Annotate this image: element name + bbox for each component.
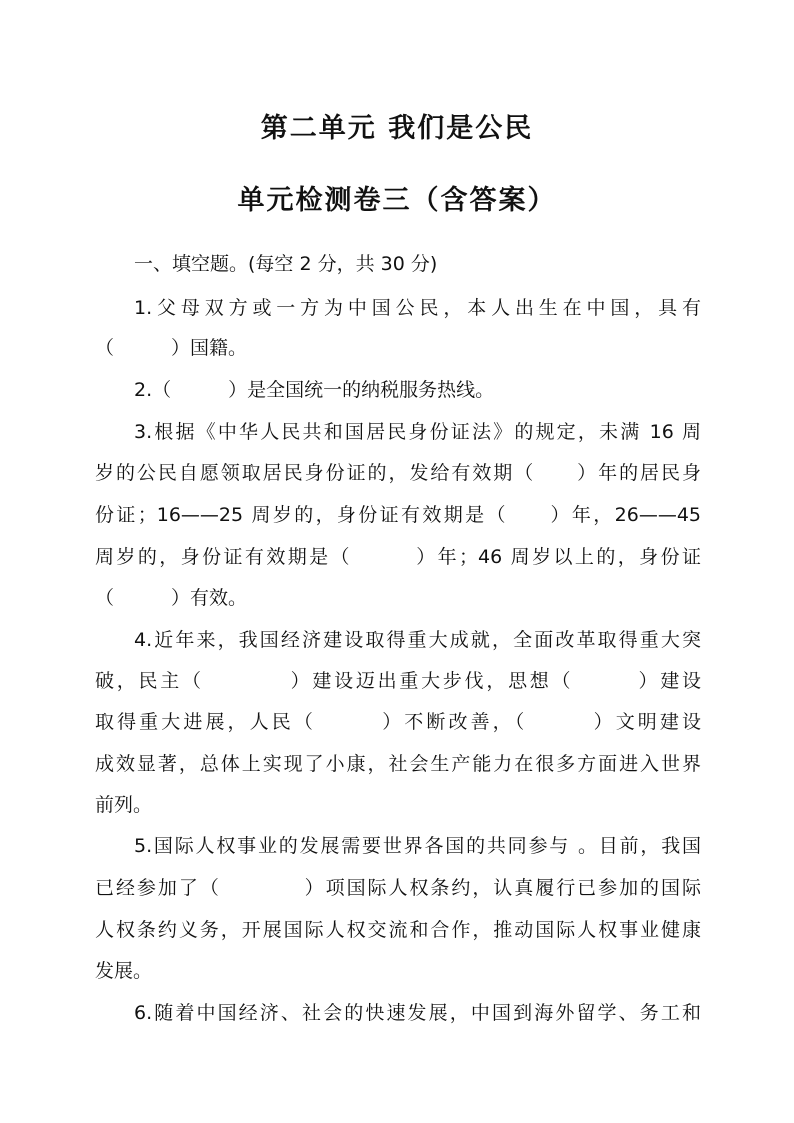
- question-line: 3.根据《中华人民共和国居民身份证法》的规定，未满 16 周: [134, 421, 701, 443]
- question-line: 人权条约义务，开展国际人权交流和合作，推动国际人权事业健康: [95, 919, 701, 941]
- question-line: 2.（ ）是全国统一的纳税服务热线。: [134, 379, 495, 401]
- question-line: 周岁的，身份证有效期是（ ）年；46 周岁以上的，身份证: [95, 546, 701, 568]
- question-line: 4.近年来，我国经济建设取得重大成就，全面改革取得重大突: [134, 629, 701, 651]
- question-line: 成效显著，总体上实现了小康，社会生产能力在很多方面进入世界: [95, 753, 701, 775]
- question-line: 6.随着中国经济、社会的快速发展，中国到海外留学、务工和: [134, 1002, 701, 1024]
- question-line: 已经参加了（ ）项国际人权条约，认真履行已参加的国际: [95, 877, 701, 899]
- document-subtitle: 单元检测卷三（含答案）: [237, 185, 557, 216]
- section-heading: 一、填空题。(每空 2 分，共 30 分): [134, 253, 438, 275]
- question-line: （ ）国籍。: [95, 337, 248, 359]
- question-line: 份证；16——25 周岁的，身份证有效期是（ ）年，26——45: [95, 504, 701, 526]
- question-line: 岁的公民自愿领取居民身份证的，发给有效期（ ）年的居民身: [95, 462, 701, 484]
- document-title: 第二单元 我们是公民: [260, 113, 534, 144]
- question-line: 发展。: [95, 960, 153, 982]
- question-line: 1.父母双方或一方为中国公民，本人出生在中国，具有: [134, 297, 701, 319]
- question-line: 破，民主（ ）建设迈出重大步伐，思想（ ）建设: [95, 670, 701, 692]
- question-line: （ ）有效。: [95, 587, 248, 609]
- question-line: 取得重大进展，人民（ ）不断改善，（ ）文明建设: [95, 711, 701, 733]
- question-line: 5.国际人权事业的发展需要世界各国的共同参与 。目前，我国: [134, 835, 701, 857]
- question-line: 前列。: [95, 794, 153, 816]
